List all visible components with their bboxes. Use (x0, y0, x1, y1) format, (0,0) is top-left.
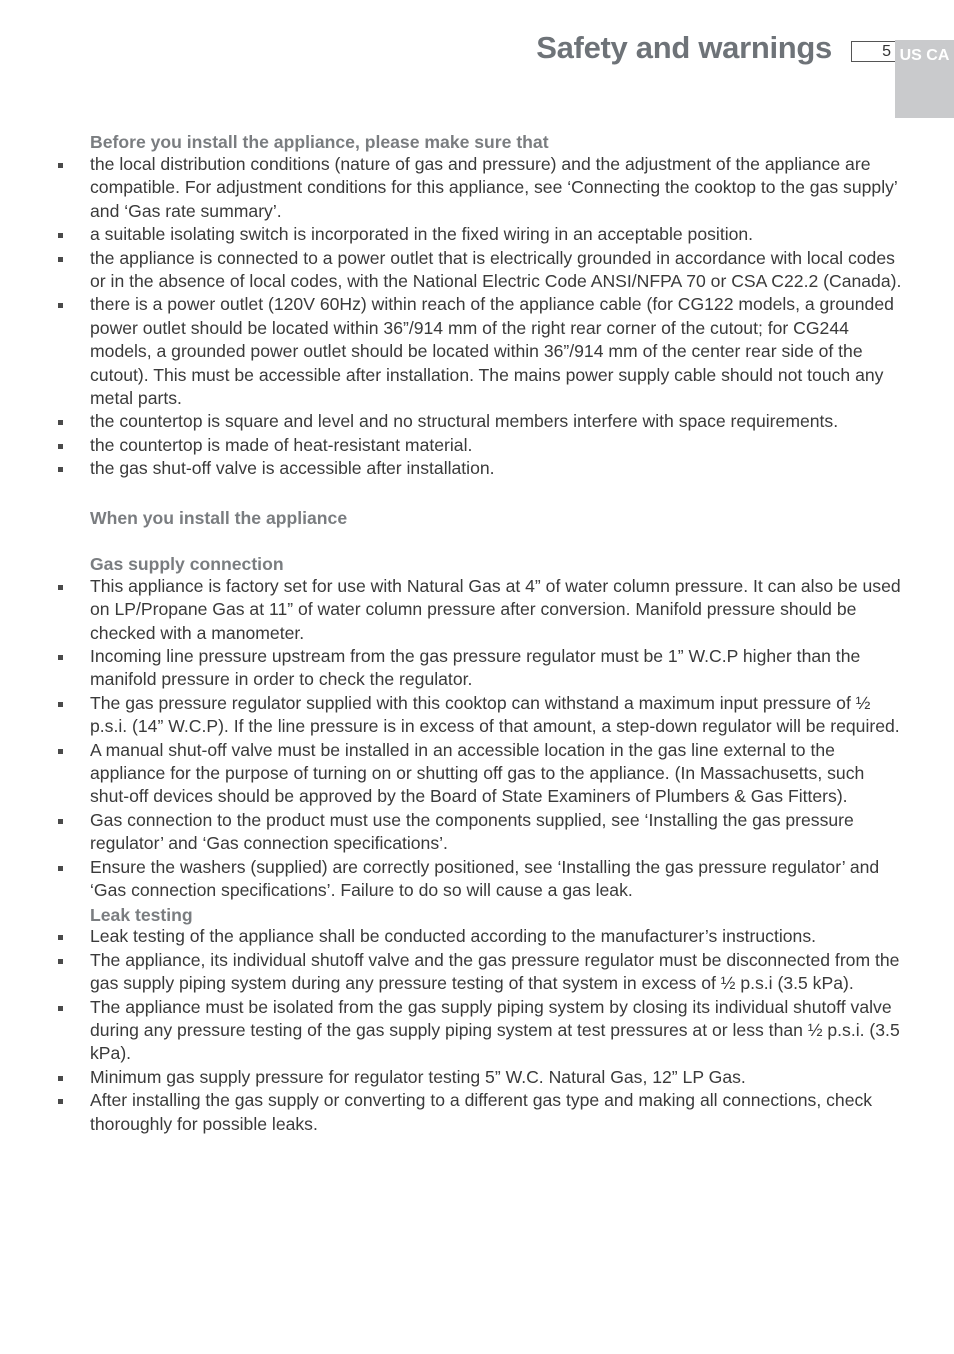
bullet-icon (58, 420, 63, 425)
bullet-icon (58, 655, 63, 660)
page-title: Safety and warnings (536, 30, 832, 65)
list-item: The gas pressure regulator supplied with this cooktop can withstand a maximum input pressure of ½ p.s.i. (14” W.C.P). If the line pressure is in excess of that amount, a step-down regulator will be required. (57, 692, 903, 739)
list-item: Minimum gas supply pressure for regulator testing 5” W.C. Natural Gas, 12” LP Gas. (57, 1066, 903, 1089)
bullet-icon (58, 749, 63, 754)
bullet-icon (58, 819, 63, 824)
bullet-icon (58, 444, 63, 449)
leak-testing-list (57, 925, 903, 1136)
bullet-icon (58, 1099, 63, 1104)
list-item: there is a power outlet (120V 60Hz) within reach of the appliance cable (for CG122 models, a grounded power outlet should be located within 36”/914 mm of the right rear corner of the cutout; for CG244 models, a grounded power outlet should be located within 36”/914 mm of the center rear side of the cutout). This must be accessible after installation. The mains power supply cable should not touch any metal parts. (57, 293, 903, 410)
list-item: This appliance is factory set for use with Natural Gas at 4” of water column pressure. It can also be used on LP/Propane Gas at 11” of water column pressure after conversion. Manifold pressure should be checked with a manometer. (57, 575, 903, 645)
bullet-icon (58, 467, 63, 472)
section-heading-when-install: When you install the appliance (90, 507, 348, 528)
list-item: The appliance must be isolated from the gas supply piping system by closing its individual shutoff valve during any pressure testing of the gas supply piping system at test pressures at or less than ½ p.s.i. (3.5 kPa). (57, 996, 903, 1066)
list-item: Ensure the washers (supplied) are correctly positioned, see ‘Installing the gas pressure regulator’ and ‘Gas connection specifications’. Failure to do so will cause a gas leak. (57, 856, 903, 903)
region-label: US CA (899, 47, 950, 64)
bullet-icon (58, 1076, 63, 1081)
section-heading-leak-testing: Leak testing (90, 905, 193, 926)
list-item: Leak testing of the appliance shall be conducted according to the manufacturer’s instructions. (57, 925, 903, 948)
list-item: Gas connection to the product must use the components supplied, see ‘Installing the gas pressure regulator’ and ‘Gas connection specifications’. (57, 809, 903, 856)
bullet-icon (58, 1006, 63, 1011)
list-item: Incoming line pressure upstream from the gas pressure regulator must be 1” W.C.P higher than the manifold pressure in order to check the regulator. (57, 645, 903, 692)
gas-supply-list (57, 575, 903, 903)
bullet-icon (58, 303, 63, 308)
bullet-icon (58, 959, 63, 964)
before-install-list (57, 153, 903, 481)
section-heading-before-install: Before you install the appliance, please make sure that (90, 132, 549, 152)
bullet-icon (58, 935, 63, 940)
bullet-icon (58, 163, 63, 168)
list-item: the gas shut-off valve is accessible after installation. (57, 457, 903, 480)
document-body (57, 132, 903, 1136)
list-item: After installing the gas supply or converting to a different gas type and making all connections, check thoroughly for possible leaks. (57, 1089, 903, 1136)
bullet-icon (58, 257, 63, 262)
bullet-icon (58, 702, 63, 707)
list-item: the appliance is connected to a power outlet that is electrically grounded in accordance with local codes or in the absence of local codes, with the National Electric Code ANSI/NFPA 70 or CSA C22.2 (Canada). (57, 247, 903, 294)
list-item: the countertop is made of heat-resistant material. (57, 434, 903, 457)
section-heading-gas-supply: Gas supply connection (90, 553, 284, 574)
bullet-icon (58, 866, 63, 871)
list-item: a suitable isolating switch is incorporated in the fixed wiring in an acceptable position. (57, 223, 903, 246)
region-tab (895, 40, 954, 118)
page-number: 5 (851, 41, 895, 62)
list-item: The appliance, its individual shutoff valve and the gas pressure regulator must be disconnected from the gas supply piping system during any pressure testing of that system in excess of ½ p.s.i (3.5 kPa). (57, 949, 903, 996)
list-item: the local distribution conditions (nature of gas and pressure) and the adjustment of the appliance are compatible. For adjustment conditions for this appliance, see ‘Connecting the cooktop to the gas supply’ and ‘Gas rate summary’. (57, 153, 903, 223)
bullet-icon (58, 585, 63, 590)
list-item: the countertop is square and level and no structural members interfere with space requirements. (57, 410, 903, 433)
list-item: A manual shut-off valve must be installed in an accessible location in the gas line external to the appliance for the purpose of turning on or shutting off gas to the appliance. (In Massachusetts, such shut-off devices should be approved by the Board of State Examiners of Plumbers & Gas Fitters). (57, 739, 903, 809)
bullet-icon (58, 233, 63, 238)
